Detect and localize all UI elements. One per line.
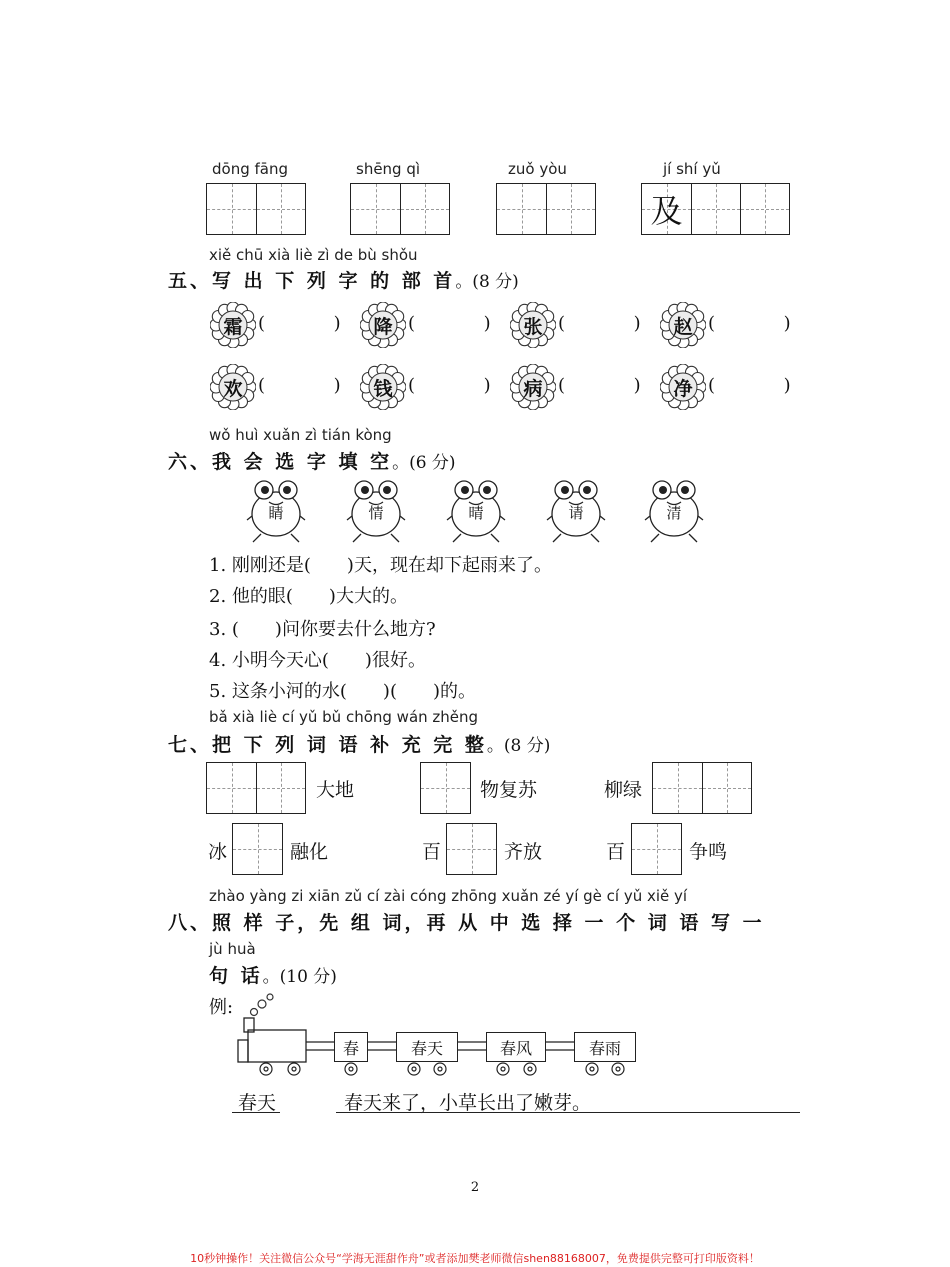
grid-cell[interactable] xyxy=(351,184,400,234)
flower-char-label: 赵 xyxy=(673,315,693,338)
flower-char-label: 净 xyxy=(673,377,693,400)
answer-parentheses[interactable]: ( ) xyxy=(708,375,791,396)
flower-char xyxy=(510,364,556,410)
train-car-4: 春雨 xyxy=(574,1032,636,1062)
grid-cell[interactable] xyxy=(691,184,740,234)
grid-cell: 及 xyxy=(642,184,691,234)
idiom-grid-4[interactable] xyxy=(232,823,283,875)
flower-char xyxy=(210,302,256,348)
frog-char-label: 情 xyxy=(368,504,384,522)
frog-char xyxy=(445,476,507,546)
flower-char xyxy=(660,364,706,410)
flower-char xyxy=(360,302,406,348)
tianzige-grid-3[interactable] xyxy=(496,183,596,235)
idiom-word: 冰 xyxy=(208,841,228,863)
frog-char-label: 晴 xyxy=(468,504,484,522)
idiom-word: 柳绿 xyxy=(604,779,643,801)
answer-parentheses[interactable]: ( ) xyxy=(708,313,791,334)
idiom-grid-6[interactable] xyxy=(631,823,682,875)
section8-pinyin-1: zhào yàng zi xiān zǔ cí zài cóng zhōng xuǎn zé yí gè cí yǔ xiě yí xyxy=(209,887,688,905)
example-label: 例: xyxy=(209,997,234,1018)
grid-cell[interactable] xyxy=(207,184,256,234)
answer-parentheses[interactable]: ( ) xyxy=(558,375,641,396)
answer-parentheses[interactable]: ( ) xyxy=(258,375,341,396)
fill-item-2: 2. 他的眼( )大大的。 xyxy=(209,586,408,607)
section8-title-1: 八、照 样 子，先 组 词，再 从 中 选 择 一 个 词 语 写 一 xyxy=(168,912,765,934)
frog-char xyxy=(643,476,705,546)
idiom-grid-3[interactable] xyxy=(652,762,752,814)
grid-cell[interactable] xyxy=(421,763,470,813)
grid-cell[interactable] xyxy=(207,763,256,813)
idiom-word: 齐放 xyxy=(504,841,543,863)
flower-char xyxy=(360,364,406,410)
frog-char xyxy=(245,476,307,546)
frog-char xyxy=(345,476,407,546)
grid-cell[interactable] xyxy=(740,184,789,234)
train-car-3: 春风 xyxy=(486,1032,546,1062)
train-car-1: 春 xyxy=(334,1032,368,1062)
answer-parentheses[interactable]: ( ) xyxy=(408,375,491,396)
grid-cell[interactable] xyxy=(632,824,681,874)
grid-cell[interactable] xyxy=(653,763,702,813)
flower-char-label: 降 xyxy=(373,315,393,338)
grid-pinyin-2: shēng qì xyxy=(356,160,421,178)
idiom-word: 融化 xyxy=(290,841,329,863)
grid-pinyin-4: jí shí yǔ xyxy=(663,160,721,178)
train-car-2: 春天 xyxy=(396,1032,458,1062)
flower-char-label: 病 xyxy=(523,377,543,400)
flower-char xyxy=(660,302,706,348)
page-number: 2 xyxy=(470,1180,480,1195)
tianzige-grid-1[interactable] xyxy=(206,183,306,235)
idiom-word: 百 xyxy=(606,841,626,863)
grid-cell[interactable] xyxy=(447,824,496,874)
idiom-word: 物复苏 xyxy=(480,779,538,801)
flower-char-label: 欢 xyxy=(223,377,243,400)
grid-cell[interactable] xyxy=(400,184,449,234)
answer-sentence-underline xyxy=(336,1112,800,1113)
frog-char-label: 请 xyxy=(568,504,584,522)
tianzige-grid-2[interactable] xyxy=(350,183,450,235)
idiom-word: 百 xyxy=(422,841,442,863)
answer-sentence: 春天来了，小草长出了嫩芽。 xyxy=(344,1092,592,1114)
grid-cell[interactable] xyxy=(256,184,305,234)
answer-word-underline xyxy=(232,1112,280,1113)
idiom-word: 争鸣 xyxy=(689,841,728,863)
footer-notice: 10秒钟操作！关注微信公众号“学海无涯甜作舟”或者添加樊老师微信shen88168007，免费提供完整可打印版资料！ xyxy=(190,1252,760,1265)
section7-pinyin: bǎ xià liè cí yǔ bǔ chōng wán zhěng xyxy=(209,708,479,726)
section8-pinyin-2: jù huà xyxy=(209,940,256,958)
grid-cell[interactable] xyxy=(497,184,546,234)
fill-item-5: 5. 这条小河的水( )( )的。 xyxy=(209,681,476,702)
idiom-grid-5[interactable] xyxy=(446,823,497,875)
flower-char-label: 张 xyxy=(523,315,543,338)
grid-pinyin-3: zuǒ yòu xyxy=(508,160,567,178)
section8-title-2: 句 话。(10 分) xyxy=(209,965,337,987)
grid-pinyin-1: dōng fāng xyxy=(212,160,288,178)
grid-cell[interactable] xyxy=(546,184,595,234)
idiom-grid-1[interactable] xyxy=(206,762,306,814)
fill-item-1: 1. 刚刚还是( )天，现在却下起雨来了。 xyxy=(209,555,552,576)
idiom-word: 大地 xyxy=(316,779,355,801)
section7-title: 七、把 下 列 词 语 补 充 完 整。(8 分) xyxy=(168,734,551,756)
answer-parentheses[interactable]: ( ) xyxy=(408,313,491,334)
answer-word: 春天 xyxy=(238,1092,277,1114)
section6-pinyin: wǒ huì xuǎn zì tián kòng xyxy=(209,426,392,444)
fill-item-4: 4. 小明今天心( )很好。 xyxy=(209,650,426,671)
idiom-grid-2[interactable] xyxy=(420,762,471,814)
frog-char xyxy=(545,476,607,546)
section5-title: 五、写 出 下 列 字 的 部 首。(8 分) xyxy=(168,270,519,292)
fill-item-3: 3. ( )问你要去什么地方? xyxy=(209,619,436,640)
flower-char-label: 霜 xyxy=(223,315,243,338)
flower-char xyxy=(210,364,256,410)
flower-char-label: 钱 xyxy=(373,377,393,400)
section5-pinyin: xiě chū xià liè zì de bù shǒu xyxy=(209,246,418,264)
flower-char xyxy=(510,302,556,348)
grid-cell[interactable] xyxy=(702,763,751,813)
frog-char-label: 清 xyxy=(666,504,682,522)
frog-char-label: 睛 xyxy=(268,504,284,522)
section6-title: 六、我 会 选 字 填 空。(6 分) xyxy=(168,451,456,473)
tianzige-grid-4[interactable] xyxy=(641,183,790,235)
answer-parentheses[interactable]: ( ) xyxy=(258,313,341,334)
grid-cell[interactable] xyxy=(233,824,282,874)
answer-parentheses[interactable]: ( ) xyxy=(558,313,641,334)
grid-cell[interactable] xyxy=(256,763,305,813)
